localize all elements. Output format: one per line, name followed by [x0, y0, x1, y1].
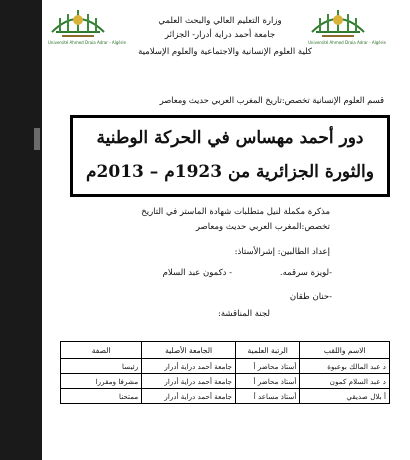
department-line: قسم العلوم الإنسانية تخصص:تاريخ المغرب العربي حديث ومعاصر	[159, 95, 384, 105]
jury-table	[60, 341, 390, 404]
university-logo-left	[48, 2, 126, 46]
header-rank: الرتبة العلمية	[236, 342, 300, 359]
cell-role: ممتحنا	[61, 389, 142, 404]
preparation-line: إعداد الطالبين: إشرالأستاذ:	[234, 247, 330, 257]
thesis-title-box	[70, 115, 390, 197]
header-name: الاسم واللقب	[300, 342, 390, 359]
thesis-title-line-1: دور أحمد مهساس في الحركة الوطنية	[96, 128, 364, 148]
faculty-line: كلية العلوم الإنسانية والاجتماعية والعلوم الإسلامية	[138, 47, 312, 57]
memo-line: مذكرة مكملة لنيل متطلبات شهادة الماستر في التاريخ	[141, 207, 330, 217]
supervisor-name: - دكمون عبد السلام	[162, 268, 232, 278]
logo-caption: Université Ahmed Draia Adrar - Algérie	[48, 40, 126, 45]
ministry-line: وزارة التعليم العالي والبحث العلمي	[158, 16, 282, 26]
university-line: جامعة أحمد دراية أدرار- الجزائر	[164, 30, 276, 40]
thesis-title-line-2: والثورة الجزائرية من 1923م – 2013م	[86, 162, 374, 182]
student-2: -حنان طقان	[289, 292, 332, 302]
header-role: الصفة	[61, 342, 142, 359]
specialty-line: تخصص:المغرب العربي حديث ومعاصر	[195, 222, 330, 232]
cell-rank: أستاذ مساعد أ	[236, 389, 300, 404]
cell-university: جامعة أحمد دراية أدرار	[142, 374, 236, 389]
cell-rank: أستاذ محاضر أ	[236, 359, 300, 374]
jury-table-header	[61, 342, 390, 359]
cell-name: أ بلال صديقي	[300, 389, 390, 404]
header-university: الجامعة الأصلية	[142, 342, 236, 359]
table-row	[61, 359, 390, 374]
cell-university: جامعة أحمد دراية أدرار	[142, 389, 236, 404]
cell-name: د عبد السلام كمون	[300, 374, 390, 389]
cell-university: جامعة أحمد دراية أدرار	[142, 359, 236, 374]
table-row	[61, 374, 390, 389]
scroll-marker[interactable]	[34, 128, 40, 150]
student-1: -لويزة سرقمه.	[279, 268, 332, 278]
cell-name: د عبد المالك بوعبوة	[300, 359, 390, 374]
table-row	[61, 389, 390, 404]
cell-rank: أستاذ محاضر أ	[236, 374, 300, 389]
cell-role: مشرفا ومقررا	[61, 374, 142, 389]
logo-caption: Université Ahmed Draia Adrar - Algérie	[308, 40, 386, 45]
document-page	[42, 0, 410, 460]
university-logo-right	[308, 2, 386, 46]
cell-role: رئيسا	[61, 359, 142, 374]
viewer-left-panel	[0, 0, 42, 460]
committee-label: لجنة المناقشة:	[218, 309, 270, 319]
